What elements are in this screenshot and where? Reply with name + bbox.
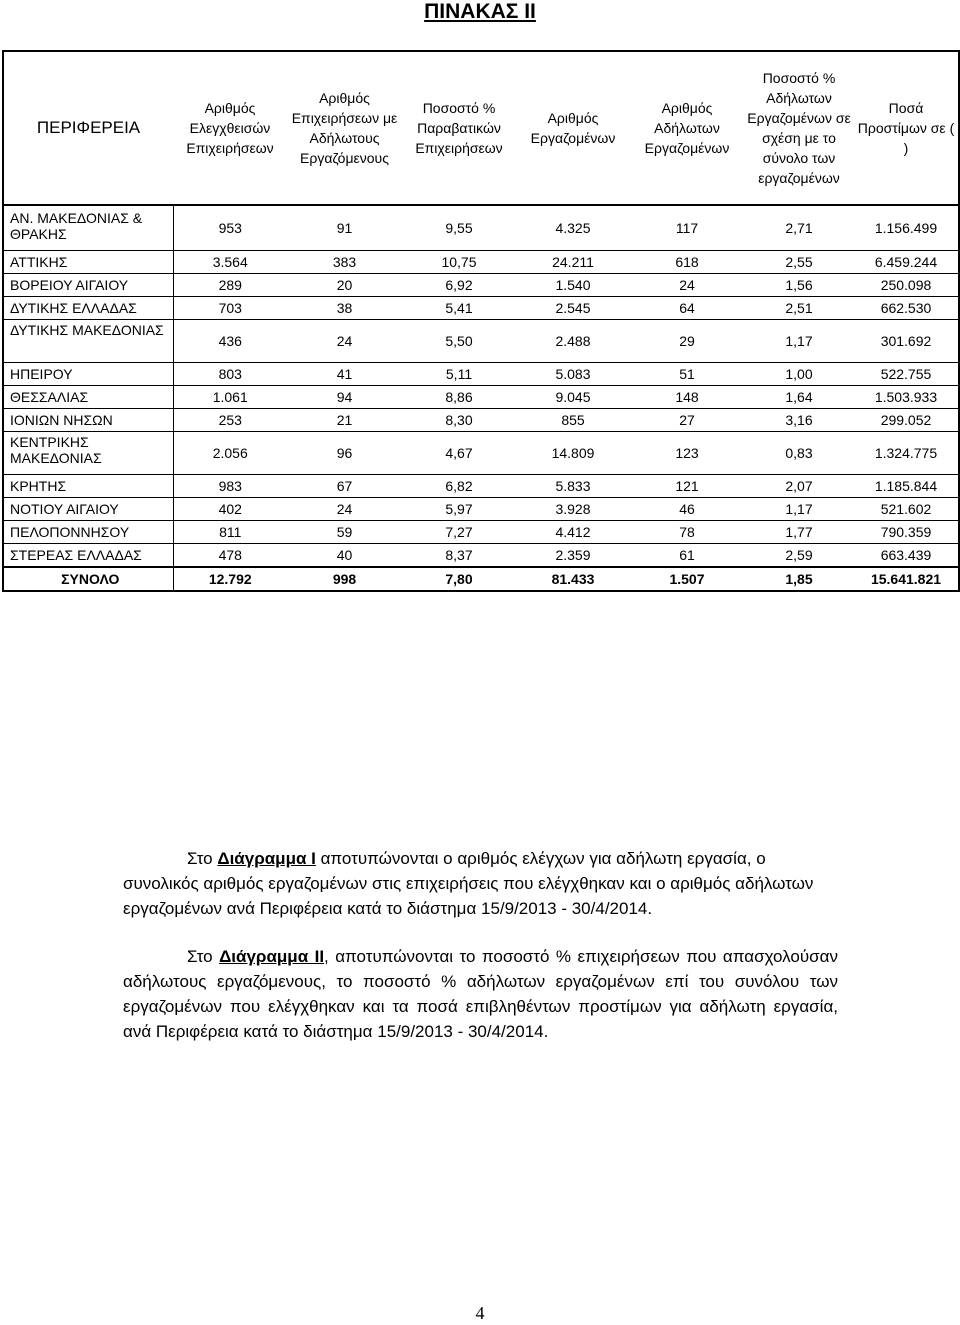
- region-name-cell: ΣΤΕΡΕΑΣ ΕΛΛΑΔΑΣ: [3, 544, 173, 568]
- value-cell: 790.359: [854, 521, 959, 544]
- value-cell: 38: [287, 297, 402, 320]
- header-region: ΠΕΡΙΦΕΡΕΙΑ: [3, 51, 173, 205]
- value-cell: 7,27: [402, 521, 516, 544]
- value-cell: 91: [287, 205, 402, 251]
- table-total-row: [3, 567, 959, 591]
- table-row: [3, 475, 959, 498]
- table-row: [3, 363, 959, 386]
- value-cell: 2.359: [516, 544, 630, 568]
- header-businesses-with-undeclared: Αριθμός Επιχειρήσεων με Αδήλωτους Εργαζόμενους: [287, 51, 402, 205]
- value-cell: 117: [630, 205, 744, 251]
- value-cell: 2.488: [516, 320, 630, 363]
- value-cell: 4.325: [516, 205, 630, 251]
- value-cell: 24: [630, 274, 744, 297]
- value-cell: 51: [630, 363, 744, 386]
- region-name-cell: ΔΥΤΙΚΗΣ ΕΛΛΑΔΑΣ: [3, 297, 173, 320]
- value-cell: 148: [630, 386, 744, 409]
- region-name-cell: ΑΤΤΙΚΗΣ: [3, 251, 173, 274]
- value-cell: 662.530: [854, 297, 959, 320]
- region-name-cell: ΘΕΣΣΑΛΙΑΣ: [3, 386, 173, 409]
- value-cell: 24: [287, 320, 402, 363]
- value-cell: 703: [173, 297, 287, 320]
- regions-table: [2, 50, 960, 592]
- table-row: [3, 274, 959, 297]
- value-cell: 301.692: [854, 320, 959, 363]
- total-label-cell: ΣΥΝΟΛΟ: [3, 567, 173, 591]
- value-cell: 1.061: [173, 386, 287, 409]
- region-name-cell: ΙΟΝΙΩΝ ΝΗΣΩΝ: [3, 409, 173, 432]
- table-row: [3, 432, 959, 475]
- value-cell: 64: [630, 297, 744, 320]
- value-cell: 855: [516, 409, 630, 432]
- value-cell: 521.602: [854, 498, 959, 521]
- value-cell: 4,67: [402, 432, 516, 475]
- table-row: [3, 297, 959, 320]
- total-value-cell: 7,80: [402, 567, 516, 591]
- header-inspected-businesses: Αριθμός Ελεγχθεισών Επιχειρήσεων: [173, 51, 287, 205]
- value-cell: 250.098: [854, 274, 959, 297]
- value-cell: 123: [630, 432, 744, 475]
- value-cell: 9,55: [402, 205, 516, 251]
- value-cell: 8,37: [402, 544, 516, 568]
- value-cell: 96: [287, 432, 402, 475]
- value-cell: 5,50: [402, 320, 516, 363]
- table-row: [3, 521, 959, 544]
- value-cell: 121: [630, 475, 744, 498]
- value-cell: 14.809: [516, 432, 630, 475]
- value-cell: 383: [287, 251, 402, 274]
- total-value-cell: 1,85: [744, 567, 854, 591]
- value-cell: 2,59: [744, 544, 854, 568]
- value-cell: 6,82: [402, 475, 516, 498]
- value-cell: 1,64: [744, 386, 854, 409]
- value-cell: 8,86: [402, 386, 516, 409]
- value-cell: 402: [173, 498, 287, 521]
- total-value-cell: 998: [287, 567, 402, 591]
- value-cell: 1,77: [744, 521, 854, 544]
- value-cell: 811: [173, 521, 287, 544]
- table-row: [3, 409, 959, 432]
- header-undeclared-percent: Ποσοστό % Αδήλωτων Εργαζομένων σε σχέση με το σύνολο των εργαζομένων: [744, 51, 854, 205]
- value-cell: 289: [173, 274, 287, 297]
- total-value-cell: 1.507: [630, 567, 744, 591]
- value-cell: 2.545: [516, 297, 630, 320]
- value-cell: 253: [173, 409, 287, 432]
- value-cell: 20: [287, 274, 402, 297]
- value-cell: 2,07: [744, 475, 854, 498]
- value-cell: 61: [630, 544, 744, 568]
- value-cell: 1.185.844: [854, 475, 959, 498]
- value-cell: 5,97: [402, 498, 516, 521]
- value-cell: 5,41: [402, 297, 516, 320]
- value-cell: 24: [287, 498, 402, 521]
- value-cell: 299.052: [854, 409, 959, 432]
- region-name-cell: ΚΕΝΤΡΙΚΗΣ ΜΑΚΕΔΟΝΙΑΣ: [3, 432, 173, 475]
- table-row: [3, 320, 959, 363]
- table-row: [3, 498, 959, 521]
- value-cell: 1.156.499: [854, 205, 959, 251]
- total-value-cell: 81.433: [516, 567, 630, 591]
- value-cell: 522.755: [854, 363, 959, 386]
- table-row: [3, 251, 959, 274]
- value-cell: 10,75: [402, 251, 516, 274]
- value-cell: 3.928: [516, 498, 630, 521]
- page-title: ΠΙΝΑΚΑΣ II: [424, 0, 536, 23]
- value-cell: 6,92: [402, 274, 516, 297]
- region-name-cell: ΔΥΤΙΚΗΣ ΜΑΚΕΔΟΝΙΑΣ: [3, 320, 173, 363]
- value-cell: 41: [287, 363, 402, 386]
- value-cell: 953: [173, 205, 287, 251]
- diagram-1-ref: Διάγραμμα Ι: [217, 849, 316, 868]
- value-cell: 21: [287, 409, 402, 432]
- header-undeclared-employees: Αριθμός Αδήλωτων Εργαζομένων: [630, 51, 744, 205]
- value-cell: 1.324.775: [854, 432, 959, 475]
- value-cell: 803: [173, 363, 287, 386]
- total-value-cell: 15.641.821: [854, 567, 959, 591]
- paragraph-diagram-2: Στο Διάγραμμα ΙΙ, αποτυπώνονται το ποσοστό % επιχειρήσεων που απασχολούσαν αδήλωτους εργαζόμενους, το ποσοστό % αδήλωτων εργαζομένων επί του συνόλου των εργαζομένων που ελέγχθηκαν και τα ποσά επιβληθέντων προστίμων για αδήλωτη εργασία, ανά Περιφέρεια κατά το διάστημα 15/9/2013 - 30/4/2014.: [123, 947, 838, 1041]
- value-cell: 46: [630, 498, 744, 521]
- value-cell: 4.412: [516, 521, 630, 544]
- total-value-cell: 12.792: [173, 567, 287, 591]
- value-cell: 78: [630, 521, 744, 544]
- table-row: [3, 544, 959, 568]
- diagram-2-ref: Διάγραμμα ΙΙ: [219, 947, 325, 966]
- value-cell: 2.056: [173, 432, 287, 475]
- value-cell: 436: [173, 320, 287, 363]
- value-cell: 3,16: [744, 409, 854, 432]
- value-cell: 478: [173, 544, 287, 568]
- value-cell: 59: [287, 521, 402, 544]
- value-cell: 94: [287, 386, 402, 409]
- value-cell: 40: [287, 544, 402, 568]
- value-cell: 3.564: [173, 251, 287, 274]
- table-row: [3, 386, 959, 409]
- value-cell: 1,56: [744, 274, 854, 297]
- value-cell: 1,17: [744, 320, 854, 363]
- value-cell: 2,51: [744, 297, 854, 320]
- header-fines: [854, 51, 959, 205]
- value-cell: 29: [630, 320, 744, 363]
- value-cell: 24.211: [516, 251, 630, 274]
- header-fines-label: Ποσά Προστίμων σε ( ): [857, 100, 955, 156]
- value-cell: 2,71: [744, 205, 854, 251]
- value-cell: 983: [173, 475, 287, 498]
- value-cell: 663.439: [854, 544, 959, 568]
- value-cell: 618: [630, 251, 744, 274]
- value-cell: 2,55: [744, 251, 854, 274]
- value-cell: 1.503.933: [854, 386, 959, 409]
- value-cell: 5,11: [402, 363, 516, 386]
- region-name-cell: ΒΟΡΕΙΟΥ ΑΙΓΑΙΟΥ: [3, 274, 173, 297]
- value-cell: 67: [287, 475, 402, 498]
- region-name-cell: ΠΕΛΟΠΟΝΝΗΣΟΥ: [3, 521, 173, 544]
- value-cell: 9.045: [516, 386, 630, 409]
- value-cell: 5.833: [516, 475, 630, 498]
- value-cell: 8,30: [402, 409, 516, 432]
- value-cell: 1,17: [744, 498, 854, 521]
- value-cell: 6.459.244: [854, 251, 959, 274]
- region-name-cell: ΝΟΤΙΟΥ ΑΙΓΑΙΟΥ: [3, 498, 173, 521]
- value-cell: 27: [630, 409, 744, 432]
- region-name-cell: ΑΝ. ΜΑΚΕΔΟΝΙΑΣ & ΘΡΑΚΗΣ: [3, 205, 173, 251]
- table-header-row: [3, 51, 959, 205]
- region-name-cell: ΚΡΗΤΗΣ: [3, 475, 173, 498]
- paragraph-diagram-1: Στο Διάγραμμα Ι αποτυπώνονται ο αριθμός ελέγχων για αδήλωτη εργασία, ο συνολικός αριθμός εργαζομένων στις επιχειρήσεις που ελέγχθηκαν και ο αριθμός αδήλωτων εργαζομένων ανά Περιφέρεια κατά το διάστημα 15/9/2013 - 30/4/2014.: [123, 849, 814, 918]
- value-cell: 1.540: [516, 274, 630, 297]
- value-cell: 5.083: [516, 363, 630, 386]
- page-number: 4: [475, 1303, 485, 1323]
- value-cell: 1,00: [744, 363, 854, 386]
- header-violating-percent: Ποσοστό % Παραβατικών Επιχειρήσεων: [402, 51, 516, 205]
- data-table-container: [2, 50, 958, 592]
- table-row: [3, 205, 959, 251]
- header-employees: Αριθμός Εργαζομένων: [516, 51, 630, 205]
- region-name-cell: ΗΠΕΙΡΟΥ: [3, 363, 173, 386]
- value-cell: 0,83: [744, 432, 854, 475]
